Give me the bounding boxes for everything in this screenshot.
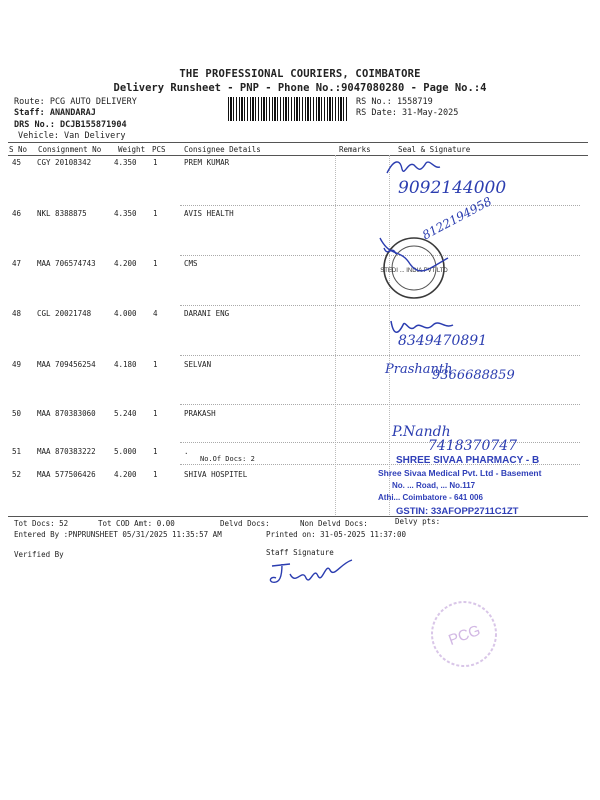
row-sno: 51 [12,447,22,456]
verified-by: Verified By [14,550,64,559]
row-consignee: AVIS HEALTH [184,209,234,218]
row-consignee: PRAKASH [184,409,216,418]
row-sno: 46 [12,209,22,218]
printed-on: Printed on: 31-05-2025 11:37:00 [266,530,406,539]
rs-date: RS Date: 31-May-2025 [356,108,459,118]
rs-number: RS No.: 1558719 [356,97,433,107]
pharmacy-stamp-name: SHREE SIVAA PHARMACY - B [396,455,540,466]
row-sno: 49 [12,360,22,369]
handwritten-phone-2: 8122194958 [420,194,494,243]
row-divider [180,442,580,443]
pharmacy-stamp-line3: No. ... Road, ... No.117 [392,481,476,490]
drs-number: DRS No.: DCJB155871904 [14,120,127,130]
handwritten-name-signature: Prashanth [385,362,453,377]
route-label: Route: PCG AUTO DELIVERY [14,97,137,107]
row-weight: 4.200 [114,470,137,479]
row-weight: 4.350 [114,158,137,167]
row-pcs: 1 [153,209,158,218]
row-consignment: MAA 870383222 [37,447,96,456]
handwritten-phone-4: 9366688859 [432,368,515,383]
row-sno: 45 [12,158,22,167]
table-header-rule [8,155,588,156]
handwritten-phone-3: 8349470891 [398,333,488,349]
row-weight: 4.000 [114,309,137,318]
runsheet-subtitle: Delivery Runsheet - PNP - Phone No.:9047080280 - Page No.:4 [113,82,487,94]
row-pcs: 1 [153,259,158,268]
row-consignment: MAA 870383060 [37,409,96,418]
pcg-stamp-text: PCG [446,621,483,649]
row-consignment: MAA 706574743 [37,259,96,268]
row-pcs: 1 [153,447,158,456]
row-weight: 4.200 [114,259,137,268]
row-pcs: 4 [153,309,158,318]
company-title: THE PROFESSIONAL COURIERS, COIMBATORE [179,68,421,80]
no-of-docs-note: No.Of Docs: 2 [200,455,255,463]
col-pcs: PCS [152,145,166,154]
row-divider [180,404,580,405]
col-sno: S No [9,145,28,154]
row-weight: 4.350 [114,209,137,218]
row-weight: 5.240 [114,409,137,418]
row-consignment: MAA 577506426 [37,470,96,479]
row-consignee: CMS [184,259,198,268]
staff-label: Staff: ANANDARAJ [14,108,96,118]
row-pcs: 1 [153,360,158,369]
delivery-points: Delvy pts: [395,517,441,526]
row-sno: 50 [12,409,22,418]
staff-signature-label: Staff Signature [266,548,334,557]
row-sno: 52 [12,470,22,479]
round-seal-stamp [370,228,466,306]
pharmacy-stamp-line2: Shree Sivaa Medical Pvt. Ltd - Basement [378,468,542,478]
entered-by: Entered By :PNPRUNSHEET 05/31/2025 11:35:57 AM [14,530,222,539]
barcode [228,97,348,121]
col-consignment: Consignment No [38,145,102,154]
table-top-rule [8,142,588,143]
col-seal-signature: Seal & Signature [398,145,471,154]
row-consignee: PREM KUMAR [184,158,230,167]
row-divider [180,355,580,356]
row-consignee: SELVAN [184,360,212,369]
handwritten-phone-5: 7418370747 [428,438,518,454]
row-weight: 4.180 [114,360,137,369]
row-pcs: 1 [153,409,158,418]
col-remarks: Remarks [339,145,371,154]
row-consignee: DARANI ENG [184,309,230,318]
row-consignment: NKL 8388875 [37,209,87,218]
row-pcs: 1 [153,470,158,479]
handwritten-phone-1: 9092144000 [398,178,507,198]
staff-signature [268,556,358,592]
row-consignment: CGY 20108342 [37,158,92,167]
row-consignment: MAA 709456254 [37,360,96,369]
total-cod-amount: Tot COD Amt: 0.00 [98,519,175,528]
row-consignment: CGL 20021748 [37,309,92,318]
pharmacy-stamp-line4: Athi... Coimbatore - 641 006 [378,493,483,502]
round-stamp-text: STEDI ... INDIA PVT LTD [380,268,448,274]
handwritten-name-prakash: P.Nandh [392,424,451,440]
row-consignee: . [184,447,189,456]
non-delivered-docs: Non Delvd Docs: [300,519,368,528]
row-divider [180,205,580,206]
row-pcs: 1 [153,158,158,167]
col-consignee: Consignee Details [184,145,261,154]
pcg-stamp [424,594,504,674]
col-weight: Weight [118,145,146,154]
footer-rule [8,516,588,517]
row-sno: 48 [12,309,22,318]
remarks-divider [335,155,336,515]
row-weight: 5.000 [114,447,137,456]
delivered-docs: Delvd Docs: [220,519,270,528]
total-docs: Tot Docs: 52 [14,519,69,528]
pharmacy-stamp-gstin: GSTIN: 33AFOPP2711C1ZT [396,506,519,517]
row-sno: 47 [12,259,22,268]
vehicle-label: Vehicle: Van Delivery [18,131,126,141]
row-consignee: SHIVA HOSPITEL [184,470,248,479]
